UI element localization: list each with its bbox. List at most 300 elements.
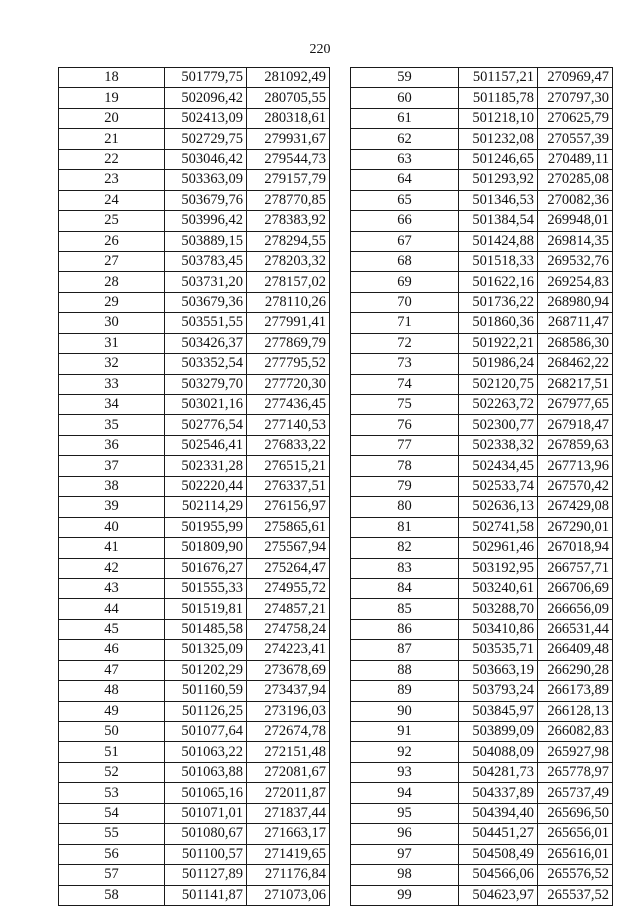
coordinate-y-cell: 268462,22 — [538, 354, 613, 374]
coordinate-y-cell: 268711,47 — [538, 313, 613, 333]
table-row — [59, 844, 330, 864]
coordinate-y-cell: 271176,84 — [247, 865, 330, 885]
point-number-cell: 81 — [351, 517, 459, 537]
point-number-cell: 41 — [59, 538, 165, 558]
table-row — [59, 722, 330, 742]
table-row — [59, 578, 330, 598]
coordinate-y-cell: 273678,69 — [247, 660, 330, 680]
coordinate-y-cell: 265927,98 — [538, 742, 613, 762]
coordinate-x-cell: 504451,27 — [459, 824, 538, 844]
coordinate-y-cell: 267918,47 — [538, 415, 613, 435]
point-number-cell: 36 — [59, 435, 165, 455]
coordinate-x-cell: 501293,92 — [459, 170, 538, 190]
coordinate-y-cell: 278383,92 — [247, 211, 330, 231]
coordinate-x-cell: 503021,16 — [165, 395, 247, 415]
table-row — [351, 374, 613, 394]
point-number-cell: 47 — [59, 660, 165, 680]
point-number-cell: 76 — [351, 415, 459, 435]
point-number-cell: 33 — [59, 374, 165, 394]
point-number-cell: 97 — [351, 844, 459, 864]
coordinate-x-cell: 501063,88 — [165, 762, 247, 782]
point-number-cell: 85 — [351, 599, 459, 619]
point-number-cell: 51 — [59, 742, 165, 762]
point-number-cell: 90 — [351, 701, 459, 721]
coordinate-y-cell: 265537,52 — [538, 885, 613, 905]
coordinate-x-cell: 501185,78 — [459, 88, 538, 108]
coordinate-y-cell: 265696,50 — [538, 803, 613, 823]
coordinate-x-cell: 503410,86 — [459, 619, 538, 639]
point-number-cell: 58 — [59, 885, 165, 905]
point-number-cell: 42 — [59, 558, 165, 578]
point-number-cell: 92 — [351, 742, 459, 762]
coordinate-x-cell: 502729,75 — [165, 129, 247, 149]
coordinate-x-cell: 502114,29 — [165, 497, 247, 517]
table-row — [59, 701, 330, 721]
coordinate-x-cell: 501622,16 — [459, 272, 538, 292]
table-row — [351, 149, 613, 169]
coordinate-y-cell: 270489,11 — [538, 149, 613, 169]
table-row — [59, 660, 330, 680]
coordinate-y-cell: 266173,89 — [538, 681, 613, 701]
table-row — [59, 251, 330, 271]
table-row — [59, 313, 330, 333]
coordinate-x-cell: 501077,64 — [165, 722, 247, 742]
point-number-cell: 86 — [351, 619, 459, 639]
table-row — [351, 885, 613, 905]
table-row — [59, 762, 330, 782]
coordinate-x-cell: 501346,53 — [459, 190, 538, 210]
table-row — [59, 149, 330, 169]
table-row — [351, 865, 613, 885]
coordinate-y-cell: 267429,08 — [538, 497, 613, 517]
table-row — [59, 170, 330, 190]
coordinate-y-cell: 267859,63 — [538, 435, 613, 455]
coordinate-y-cell: 268980,94 — [538, 292, 613, 312]
coordinate-y-cell: 270625,79 — [538, 108, 613, 128]
coordinate-y-cell: 271073,06 — [247, 885, 330, 905]
table-row — [59, 681, 330, 701]
coordinate-y-cell: 276337,51 — [247, 476, 330, 496]
table-row — [351, 640, 613, 660]
coordinate-x-cell: 503996,42 — [165, 211, 247, 231]
coordinate-x-cell: 502533,74 — [459, 476, 538, 496]
table-row — [59, 558, 330, 578]
point-number-cell: 34 — [59, 395, 165, 415]
coordinate-y-cell: 278110,26 — [247, 292, 330, 312]
table-row — [59, 803, 330, 823]
point-number-cell: 50 — [59, 722, 165, 742]
table-row — [351, 476, 613, 496]
point-number-cell: 26 — [59, 231, 165, 251]
point-number-cell: 30 — [59, 313, 165, 333]
table-row — [351, 803, 613, 823]
coordinate-y-cell: 269254,83 — [538, 272, 613, 292]
point-number-cell: 20 — [59, 108, 165, 128]
point-number-cell: 87 — [351, 640, 459, 660]
point-number-cell: 22 — [59, 149, 165, 169]
coordinate-y-cell: 265737,49 — [538, 783, 613, 803]
point-number-cell: 94 — [351, 783, 459, 803]
coordinate-y-cell: 277720,30 — [247, 374, 330, 394]
point-number-cell: 48 — [59, 681, 165, 701]
coordinate-y-cell: 272081,67 — [247, 762, 330, 782]
coordinates-table-left — [58, 67, 330, 906]
coordinate-y-cell: 278203,32 — [247, 251, 330, 271]
table-row — [59, 640, 330, 660]
coordinate-y-cell: 279544,73 — [247, 149, 330, 169]
coordinate-x-cell: 501676,27 — [165, 558, 247, 578]
coordinate-x-cell: 501232,08 — [459, 129, 538, 149]
coordinate-y-cell: 266706,69 — [538, 578, 613, 598]
coordinate-y-cell: 267713,96 — [538, 456, 613, 476]
table-row — [351, 722, 613, 742]
coordinate-x-cell: 501126,25 — [165, 701, 247, 721]
table-row — [59, 865, 330, 885]
coordinate-x-cell: 503288,70 — [459, 599, 538, 619]
coordinate-x-cell: 501246,65 — [459, 149, 538, 169]
coordinate-x-cell: 501063,22 — [165, 742, 247, 762]
coordinate-y-cell: 273196,03 — [247, 701, 330, 721]
table-row — [351, 211, 613, 231]
coordinate-x-cell: 501986,24 — [459, 354, 538, 374]
coordinate-x-cell: 501065,16 — [165, 783, 247, 803]
table-row — [59, 824, 330, 844]
coordinate-x-cell: 502120,75 — [459, 374, 538, 394]
coordinate-y-cell: 270557,39 — [538, 129, 613, 149]
point-number-cell: 37 — [59, 456, 165, 476]
coordinate-y-cell: 265576,52 — [538, 865, 613, 885]
table-row — [351, 660, 613, 680]
point-number-cell: 29 — [59, 292, 165, 312]
coordinate-y-cell: 273437,94 — [247, 681, 330, 701]
point-number-cell: 28 — [59, 272, 165, 292]
coordinate-x-cell: 501779,75 — [165, 68, 247, 88]
coordinate-y-cell: 276515,21 — [247, 456, 330, 476]
coordinate-y-cell: 277795,52 — [247, 354, 330, 374]
coordinate-y-cell: 266082,83 — [538, 722, 613, 742]
coordinate-x-cell: 504337,89 — [459, 783, 538, 803]
coordinate-y-cell: 271419,65 — [247, 844, 330, 864]
point-number-cell: 21 — [59, 129, 165, 149]
coordinate-x-cell: 501071,01 — [165, 803, 247, 823]
table-row — [351, 844, 613, 864]
coordinate-x-cell: 501518,33 — [459, 251, 538, 271]
coordinate-y-cell: 265616,01 — [538, 844, 613, 864]
point-number-cell: 77 — [351, 435, 459, 455]
coordinate-x-cell: 503192,95 — [459, 558, 538, 578]
point-number-cell: 65 — [351, 190, 459, 210]
coordinate-x-cell: 502636,13 — [459, 497, 538, 517]
table-row — [351, 824, 613, 844]
point-number-cell: 73 — [351, 354, 459, 374]
coordinate-x-cell: 501860,36 — [459, 313, 538, 333]
coordinate-x-cell: 503046,42 — [165, 149, 247, 169]
table-row — [59, 333, 330, 353]
coordinate-y-cell: 276156,97 — [247, 497, 330, 517]
coordinate-x-cell: 503889,15 — [165, 231, 247, 251]
coordinate-y-cell: 266656,09 — [538, 599, 613, 619]
coordinate-x-cell: 503679,36 — [165, 292, 247, 312]
table-row — [59, 292, 330, 312]
coordinate-y-cell: 269532,76 — [538, 251, 613, 271]
point-number-cell: 96 — [351, 824, 459, 844]
point-number-cell: 80 — [351, 497, 459, 517]
table-row — [59, 272, 330, 292]
point-number-cell: 70 — [351, 292, 459, 312]
table-row — [59, 354, 330, 374]
table-row — [351, 354, 613, 374]
table-row — [351, 538, 613, 558]
coordinate-x-cell: 502300,77 — [459, 415, 538, 435]
coordinate-x-cell: 502434,45 — [459, 456, 538, 476]
point-number-cell: 39 — [59, 497, 165, 517]
table-row — [351, 783, 613, 803]
coordinate-x-cell: 503845,97 — [459, 701, 538, 721]
point-number-cell: 46 — [59, 640, 165, 660]
table-row — [59, 68, 330, 88]
coordinate-y-cell: 265778,97 — [538, 762, 613, 782]
point-number-cell: 63 — [351, 149, 459, 169]
table-row — [351, 701, 613, 721]
coordinate-x-cell: 502961,46 — [459, 538, 538, 558]
coordinate-y-cell: 266531,44 — [538, 619, 613, 639]
coordinate-y-cell: 266290,28 — [538, 660, 613, 680]
coordinate-y-cell: 267570,42 — [538, 476, 613, 496]
point-number-cell: 82 — [351, 538, 459, 558]
coordinate-x-cell: 503535,71 — [459, 640, 538, 660]
point-number-cell: 43 — [59, 578, 165, 598]
coordinate-x-cell: 503279,70 — [165, 374, 247, 394]
point-number-cell: 89 — [351, 681, 459, 701]
coordinate-x-cell: 503240,61 — [459, 578, 538, 598]
point-number-cell: 44 — [59, 599, 165, 619]
table-row — [351, 313, 613, 333]
coordinate-y-cell: 275865,61 — [247, 517, 330, 537]
coordinate-y-cell: 270969,47 — [538, 68, 613, 88]
table-row — [351, 497, 613, 517]
coordinate-y-cell: 280705,55 — [247, 88, 330, 108]
point-number-cell: 38 — [59, 476, 165, 496]
point-number-cell: 88 — [351, 660, 459, 680]
coordinate-x-cell: 503426,37 — [165, 333, 247, 353]
coordinate-y-cell: 270797,30 — [538, 88, 613, 108]
coordinate-x-cell: 501218,10 — [459, 108, 538, 128]
coordinate-x-cell: 501922,21 — [459, 333, 538, 353]
coordinate-x-cell: 503793,24 — [459, 681, 538, 701]
coordinate-x-cell: 503663,19 — [459, 660, 538, 680]
table-row — [351, 578, 613, 598]
point-number-cell: 25 — [59, 211, 165, 231]
coordinate-x-cell: 501424,88 — [459, 231, 538, 251]
coordinate-y-cell: 277436,45 — [247, 395, 330, 415]
point-number-cell: 93 — [351, 762, 459, 782]
point-number-cell: 27 — [59, 251, 165, 271]
page-number: 220 — [309, 42, 331, 57]
point-number-cell: 91 — [351, 722, 459, 742]
coordinates-table-right-body — [351, 68, 613, 906]
table-row — [351, 333, 613, 353]
point-number-cell: 56 — [59, 844, 165, 864]
coordinate-x-cell: 502220,44 — [165, 476, 247, 496]
point-number-cell: 72 — [351, 333, 459, 353]
coordinate-x-cell: 502776,54 — [165, 415, 247, 435]
table-row — [59, 517, 330, 537]
coordinate-x-cell: 502338,32 — [459, 435, 538, 455]
point-number-cell: 40 — [59, 517, 165, 537]
table-row — [351, 108, 613, 128]
coordinate-y-cell: 276833,22 — [247, 435, 330, 455]
coordinate-y-cell: 280318,61 — [247, 108, 330, 128]
table-row — [351, 619, 613, 639]
point-number-cell: 68 — [351, 251, 459, 271]
coordinate-y-cell: 272011,87 — [247, 783, 330, 803]
point-number-cell: 62 — [351, 129, 459, 149]
coordinate-x-cell: 504281,73 — [459, 762, 538, 782]
table-row — [351, 231, 613, 251]
coordinate-y-cell: 274955,72 — [247, 578, 330, 598]
table-row — [351, 129, 613, 149]
table-row — [59, 538, 330, 558]
coordinate-y-cell: 281092,49 — [247, 68, 330, 88]
coordinate-x-cell: 501555,33 — [165, 578, 247, 598]
point-number-cell: 19 — [59, 88, 165, 108]
table-row — [59, 190, 330, 210]
coordinate-y-cell: 267290,01 — [538, 517, 613, 537]
coordinate-y-cell: 270285,08 — [538, 170, 613, 190]
coordinate-y-cell: 266409,48 — [538, 640, 613, 660]
coordinate-x-cell: 504394,40 — [459, 803, 538, 823]
point-number-cell: 78 — [351, 456, 459, 476]
coordinate-x-cell: 502413,09 — [165, 108, 247, 128]
coordinate-y-cell: 265656,01 — [538, 824, 613, 844]
coordinate-y-cell: 274758,24 — [247, 619, 330, 639]
coordinate-y-cell: 274857,21 — [247, 599, 330, 619]
point-number-cell: 60 — [351, 88, 459, 108]
coordinate-y-cell: 271663,17 — [247, 824, 330, 844]
table-row — [59, 783, 330, 803]
coordinate-x-cell: 501160,59 — [165, 681, 247, 701]
coordinate-x-cell: 504623,97 — [459, 885, 538, 905]
coordinate-y-cell: 278770,85 — [247, 190, 330, 210]
coordinate-x-cell: 504508,49 — [459, 844, 538, 864]
coordinate-y-cell: 278157,02 — [247, 272, 330, 292]
coordinate-y-cell: 270082,36 — [538, 190, 613, 210]
coordinate-x-cell: 503363,09 — [165, 170, 247, 190]
coordinate-x-cell: 501127,89 — [165, 865, 247, 885]
point-number-cell: 23 — [59, 170, 165, 190]
coordinate-x-cell: 501955,99 — [165, 517, 247, 537]
coordinate-x-cell: 503679,76 — [165, 190, 247, 210]
point-number-cell: 31 — [59, 333, 165, 353]
table-row — [59, 108, 330, 128]
coordinate-y-cell: 266757,71 — [538, 558, 613, 578]
point-number-cell: 24 — [59, 190, 165, 210]
point-number-cell: 45 — [59, 619, 165, 639]
coordinate-x-cell: 501736,22 — [459, 292, 538, 312]
point-number-cell: 54 — [59, 803, 165, 823]
coordinate-y-cell: 268586,30 — [538, 333, 613, 353]
coordinate-x-cell: 503899,09 — [459, 722, 538, 742]
point-number-cell: 74 — [351, 374, 459, 394]
coordinate-x-cell: 501809,90 — [165, 538, 247, 558]
coordinate-y-cell: 269948,01 — [538, 211, 613, 231]
point-number-cell: 67 — [351, 231, 459, 251]
table-row — [351, 170, 613, 190]
point-number-cell: 84 — [351, 578, 459, 598]
coordinate-y-cell: 267977,65 — [538, 395, 613, 415]
table-row — [59, 129, 330, 149]
point-number-cell: 52 — [59, 762, 165, 782]
coordinate-x-cell: 501519,81 — [165, 599, 247, 619]
point-number-cell: 69 — [351, 272, 459, 292]
point-number-cell: 55 — [59, 824, 165, 844]
coordinates-table-left-body — [59, 68, 330, 906]
table-row — [351, 762, 613, 782]
coordinate-y-cell: 272674,78 — [247, 722, 330, 742]
table-row — [351, 251, 613, 271]
table-row — [351, 292, 613, 312]
coordinate-x-cell: 502263,72 — [459, 395, 538, 415]
coordinate-y-cell: 272151,48 — [247, 742, 330, 762]
table-row — [59, 619, 330, 639]
point-number-cell: 64 — [351, 170, 459, 190]
point-number-cell: 66 — [351, 211, 459, 231]
table-row — [59, 88, 330, 108]
coordinate-y-cell: 268217,51 — [538, 374, 613, 394]
point-number-cell: 75 — [351, 395, 459, 415]
coordinate-y-cell: 277140,53 — [247, 415, 330, 435]
table-row — [351, 599, 613, 619]
point-number-cell: 53 — [59, 783, 165, 803]
coordinate-y-cell: 275264,47 — [247, 558, 330, 578]
table-row — [59, 497, 330, 517]
table-row — [351, 88, 613, 108]
table-row — [351, 742, 613, 762]
coordinate-y-cell: 266128,13 — [538, 701, 613, 721]
coordinate-y-cell: 267018,94 — [538, 538, 613, 558]
coordinate-x-cell: 504088,09 — [459, 742, 538, 762]
table-row — [59, 599, 330, 619]
table-row — [351, 435, 613, 455]
point-number-cell: 71 — [351, 313, 459, 333]
coordinate-y-cell: 269814,35 — [538, 231, 613, 251]
point-number-cell: 79 — [351, 476, 459, 496]
table-row — [351, 190, 613, 210]
coordinate-y-cell: 277991,41 — [247, 313, 330, 333]
table-row — [351, 517, 613, 537]
coordinate-y-cell: 271837,44 — [247, 803, 330, 823]
coordinate-x-cell: 504566,06 — [459, 865, 538, 885]
point-number-cell: 32 — [59, 354, 165, 374]
coordinate-y-cell: 279931,67 — [247, 129, 330, 149]
coordinate-x-cell: 503352,54 — [165, 354, 247, 374]
coordinate-x-cell: 501157,21 — [459, 68, 538, 88]
table-row — [59, 742, 330, 762]
point-number-cell: 59 — [351, 68, 459, 88]
point-number-cell: 57 — [59, 865, 165, 885]
table-row — [351, 681, 613, 701]
point-number-cell: 18 — [59, 68, 165, 88]
table-row — [351, 272, 613, 292]
coordinate-x-cell: 502741,58 — [459, 517, 538, 537]
coordinate-y-cell: 279157,79 — [247, 170, 330, 190]
coordinate-x-cell: 502331,28 — [165, 456, 247, 476]
coordinate-x-cell: 503551,55 — [165, 313, 247, 333]
point-number-cell: 95 — [351, 803, 459, 823]
table-row — [351, 558, 613, 578]
coordinate-x-cell: 502546,41 — [165, 435, 247, 455]
table-row — [351, 395, 613, 415]
